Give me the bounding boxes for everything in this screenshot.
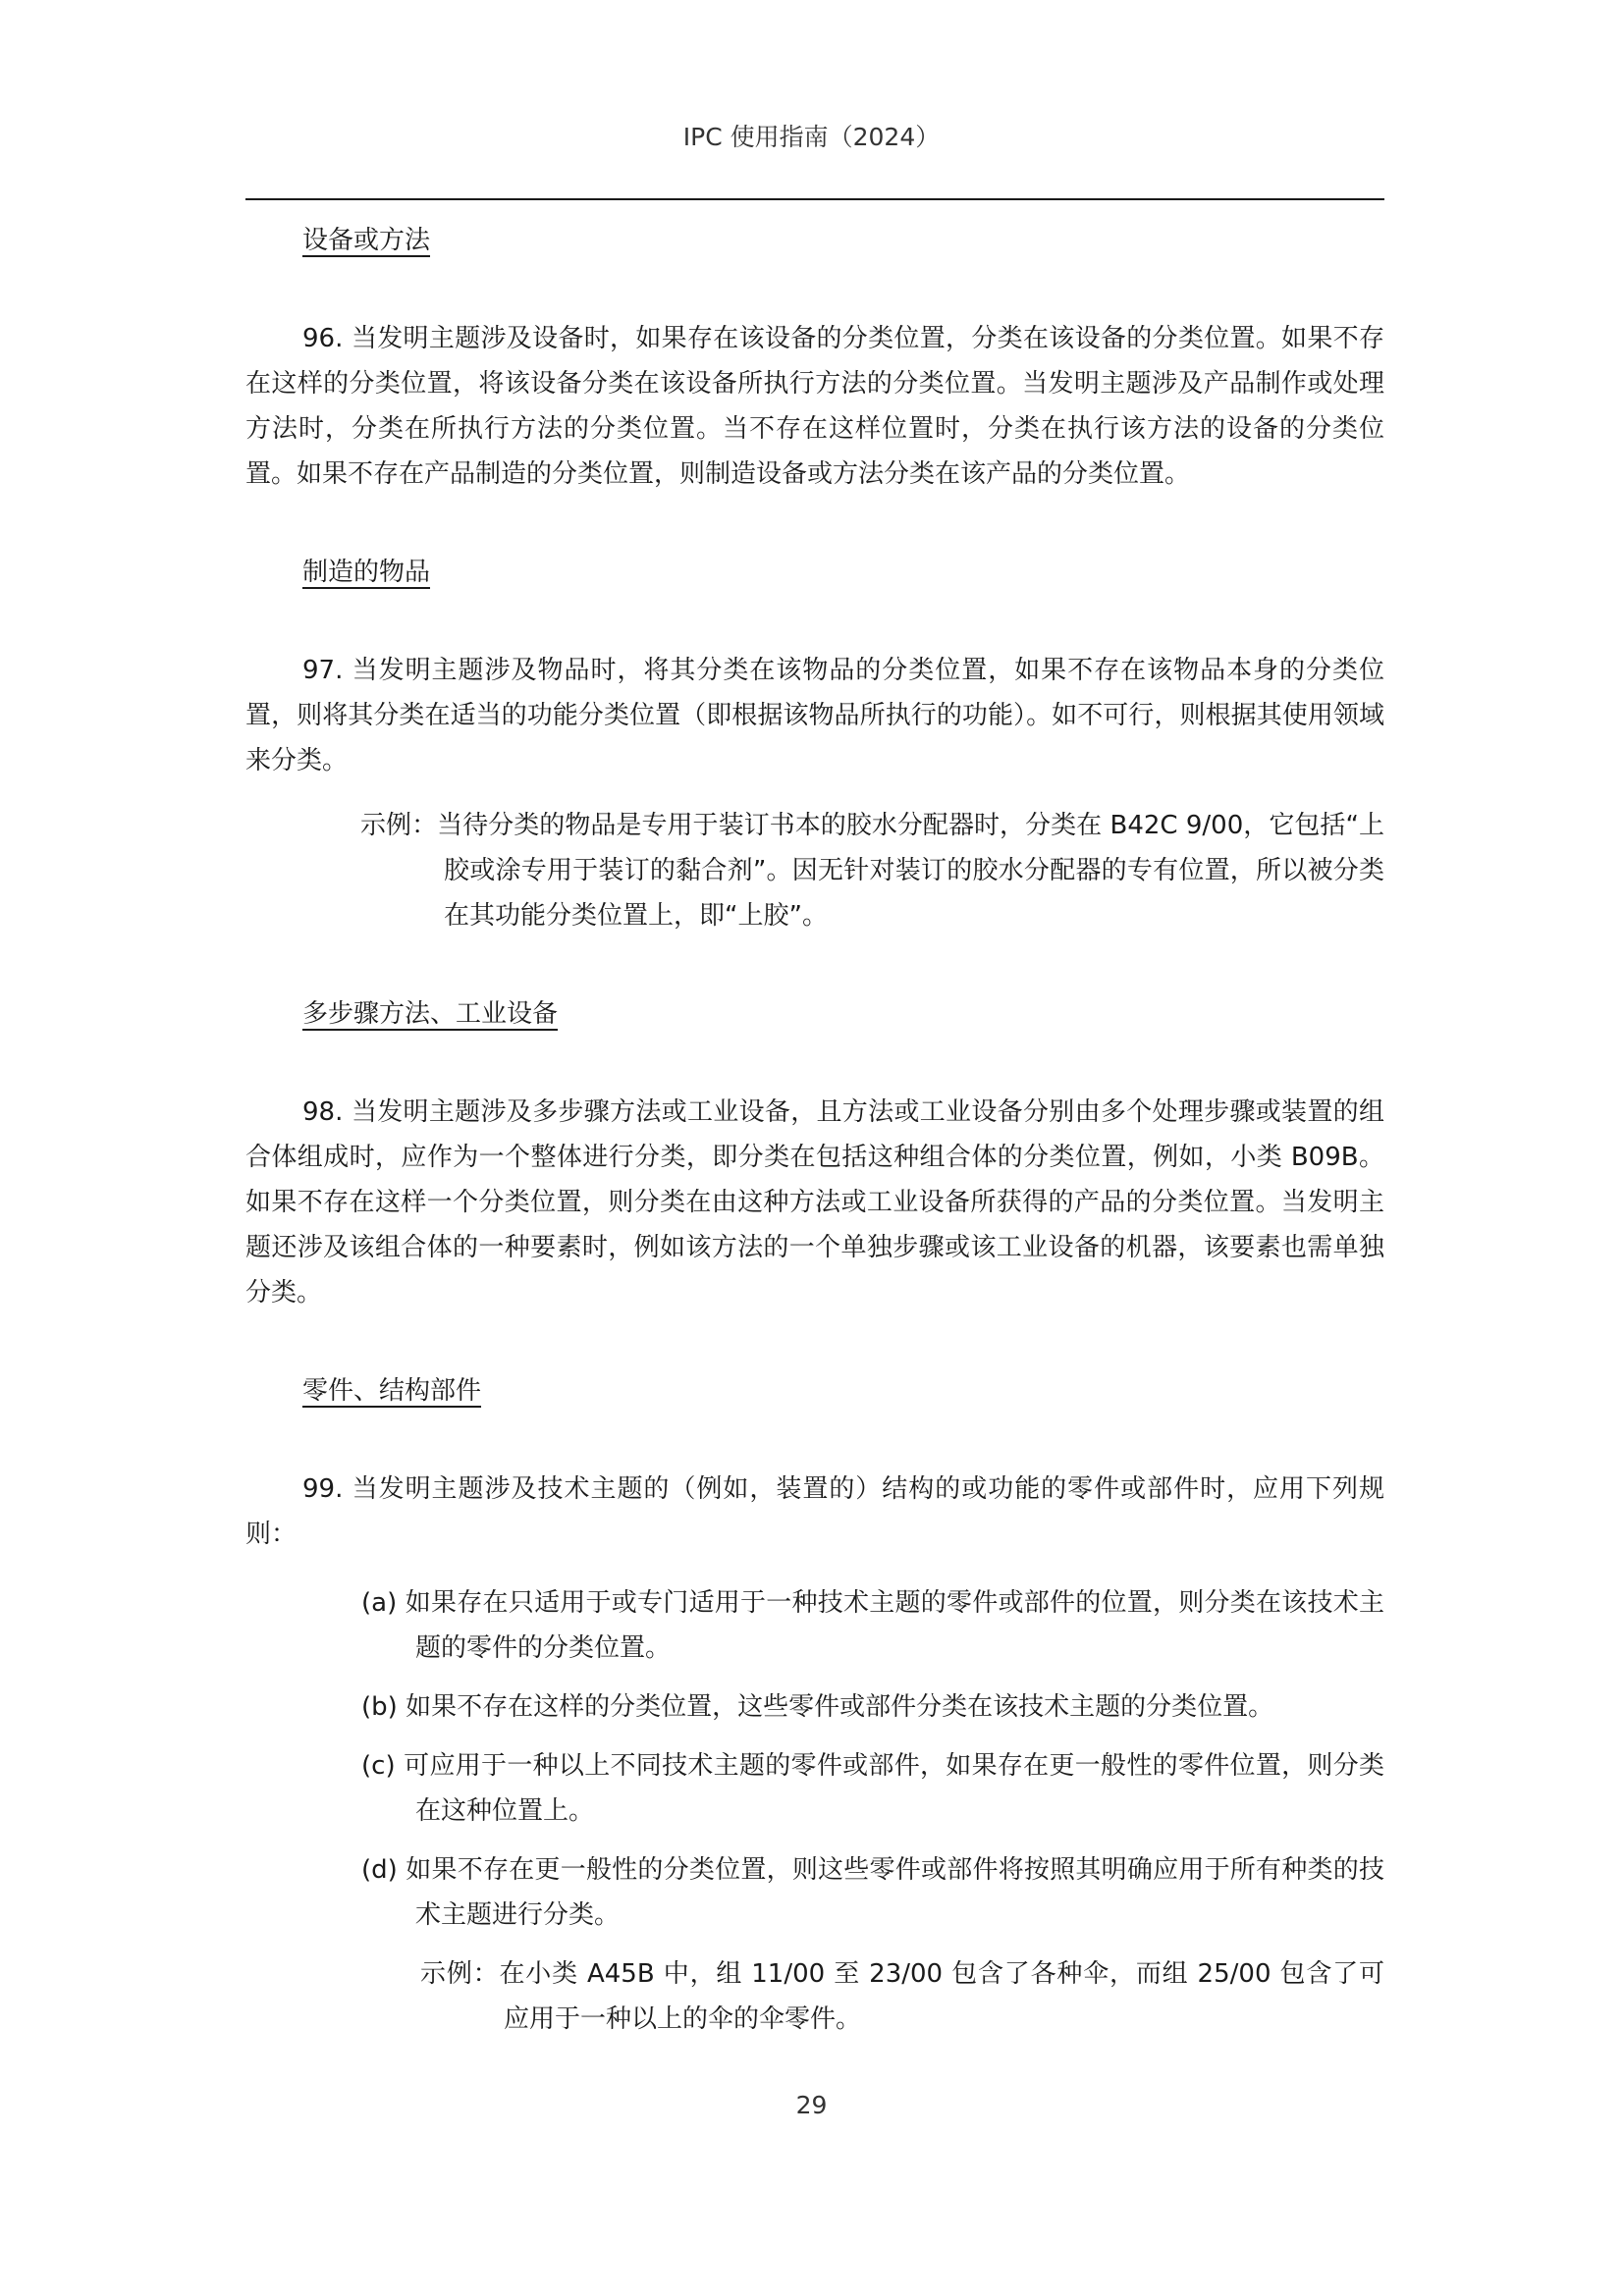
paragraph-text: 当发明主题涉及多步骤方法或工业设备，且方法或工业设备分别由多个处理步骤或装置的组合体组成时，应作为一个整体进行分类，即分类在包括这种组合体的分类位置，例如，小类 B09B。如果不存在这样一个分类位置，则分类在由这种方法或工业设备所获得的产品的分类位置。当发明主题还涉及该组合体的一种要素时，例如该方法的一个单独步骤或该工业设备的机器，该要素也需单独分类。 [245, 1097, 1384, 1308]
paragraph-number: 98. [302, 1097, 344, 1127]
example-text: 当待分类的物品是专用于装订书本的胶水分配器时，分类在 B42C 9/00，它包括“上胶或涂专用于装订的黏合剂”。因无针对装订的胶水分配器的专有位置，所以被分类在其功能分类位置上，即“上胶”。 [437, 811, 1384, 931]
item-text: 如果不存在更一般性的分类位置，则这些零件或部件将按照其明确应用于所有种类的技术主题进行分类。 [406, 1855, 1384, 1930]
example-text: 在小类 A45B 中，组 11/00 至 23/00 包含了各种伞，而组 25/00 包含了可应用于一种以上的伞的伞零件。 [499, 1959, 1384, 2034]
example-label: 示例： [360, 811, 438, 840]
section-heading-manufactured-articles: 制造的物品 [302, 558, 431, 587]
rule-item-d [245, 1847, 1384, 1938]
paragraph-99 [245, 1467, 1384, 1557]
example-block [245, 803, 1384, 938]
paragraph-98 [245, 1090, 1384, 1315]
paragraph-text: 当发明主题涉及设备时，如果存在该设备的分类位置，分类在该设备的分类位置。如果不存在这样的分类位置，将该设备分类在该设备所执行方法的分类位置。当发明主题涉及产品制作或处理方法时，分类在所执行方法的分类位置。当不存在这样位置时，分类在执行该方法的设备的分类位置。如果不存在产品制造的分类位置，则制造设备或方法分类在该产品的分类位置。 [245, 324, 1384, 489]
section-heading-multistep-processes: 多步骤方法、工业设备 [302, 999, 559, 1029]
paragraph-97 [245, 648, 1384, 783]
paragraph-96 [245, 316, 1384, 497]
item-text: 可应用于一种以上不同技术主题的零件或部件，如果存在更一般性的零件位置，则分类在这种位置上。 [404, 1751, 1384, 1826]
paragraph-text: 当发明主题涉及技术主题的（例如，装置的）结构的或功能的零件或部件时，应用下列规则： [245, 1474, 1384, 1549]
document-body [245, 218, 1384, 2042]
item-label: (b) [361, 1692, 398, 1722]
item-label: (d) [361, 1855, 398, 1885]
example-label: 示例： [420, 1959, 500, 1989]
paragraph-number: 96. [302, 324, 344, 353]
item-label: (c) [361, 1751, 396, 1781]
running-header: IPC 使用指南（2024） [682, 123, 941, 151]
paragraph-text: 当发明主题涉及物品时，将其分类在该物品的分类位置，如果不存在该物品本身的分类位置，则将其分类在适当的功能分类位置（即根据该物品所执行的功能）。如不可行，则根据其使用领域来分类。 [245, 656, 1384, 775]
example-block-umbrella [245, 1951, 1384, 2042]
item-text: 如果不存在这样的分类位置，这些零件或部件分类在该技术主题的分类位置。 [406, 1692, 1274, 1722]
section-heading-parts-structural-components: 零件、结构部件 [302, 1376, 482, 1406]
rule-item-a [245, 1580, 1384, 1671]
paragraph-number: 97. [302, 656, 344, 685]
item-text: 如果存在只适用于或专门适用于一种技术主题的零件或部件的位置，则分类在该技术主题的零件的分类位置。 [405, 1588, 1384, 1663]
header-divider [245, 198, 1384, 200]
paragraph-number: 99. [302, 1474, 344, 1504]
page-number: 29 [795, 2091, 828, 2119]
rule-item-b [245, 1684, 1384, 1730]
item-label: (a) [361, 1588, 398, 1618]
section-heading-equipment-or-method: 设备或方法 [302, 226, 431, 255]
rule-item-c [245, 1743, 1384, 1834]
